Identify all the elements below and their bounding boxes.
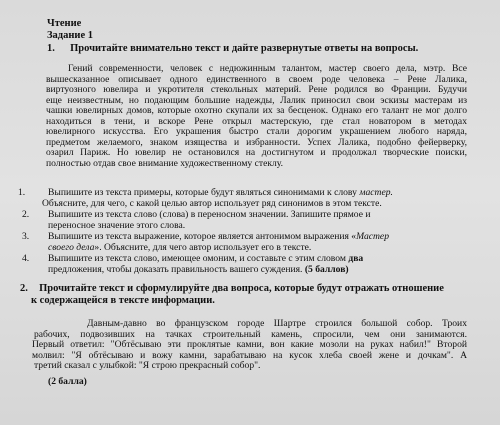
passage-1-line: вышесказанное описывает одного единственного в своем роде человека – Рене Лалика,: [46, 73, 467, 85]
section-title: Чтение: [47, 18, 82, 29]
task-text: Выпишите из текста примеры, которые будут являться синонимами к слову: [48, 187, 360, 198]
passage-1-line: полностью отдав свое внимание художественному стеклу.: [46, 157, 284, 169]
task-keyword: своего дела: [48, 242, 95, 253]
passage-1-line: еще неизвестным, но подающим большие надежды, Лалик приносил свои эскизы мастерам из: [46, 94, 467, 106]
task-title: Задание 1: [47, 30, 93, 41]
task-emphasis: два: [348, 253, 364, 264]
task-item: [18, 209, 488, 231]
task-text: Выпишите из текста слово (слова) в переносном значении. Запишите прямое и: [48, 209, 371, 220]
passage-1: [46, 64, 467, 169]
task-item: [18, 231, 488, 253]
passage-1-line: находиться в тени, и вскоре Рене открыл мастерскую, где стал новатором в методах: [46, 115, 467, 127]
passage-1-line: чашки ювелирных домов, которые охотно скупали их за бесценок. Однако его талант не мог долго: [46, 105, 467, 117]
task-number: 3.: [22, 231, 30, 242]
task-keyword: мастер.: [359, 187, 393, 198]
task-item: [18, 187, 488, 209]
task-list: [18, 187, 488, 275]
passage-2-line: Давным-давно во французском городе Шартре строился большой собор. Троих: [87, 318, 467, 329]
task-text: переносное значение этого слова.: [48, 220, 186, 231]
passage-1-line: озарил Париж. Но ювелир не остановился на достигнутом и продолжал творческие поиски,: [46, 147, 467, 159]
passage-1-line: Гений современности, человек с недюжинным талантом, мастер своего дела, мэтр. Все: [68, 63, 467, 74]
question-2-number: 2.: [20, 283, 28, 294]
task-score: (5 баллов): [304, 264, 349, 275]
passage-2-line: Первый ответил: "Обтёсываю эти проклятые камни, вон какие мозоли на руках набил!" Второй: [32, 339, 467, 351]
task-keyword: Мастер: [356, 231, 389, 242]
question-1-text: Прочитайте внимательно текст и дайте развернутые ответы на вопросы.: [70, 43, 419, 54]
passage-2: [32, 319, 467, 372]
task-text: предложения, чтобы доказать правильность вашего суждения.: [48, 264, 305, 275]
task-text: Выпишите из текста слово, имеющее омоним, и составьте с этим словом: [48, 253, 349, 264]
task-text: Объясните, для чего, с какой целью автор использует ряд синонимов в этом тексте.: [42, 198, 382, 209]
question-1-number: 1.: [47, 43, 55, 54]
passage-2-line: молвил: "Я обтёсываю и вожу камни, зарабатываю на кусок хлеба своей жене и дочкам". А: [32, 349, 467, 361]
question-1: [47, 43, 418, 54]
task-item: [18, 253, 488, 275]
passage-1-line: предметом желаемого, знаком изящества и избранности. Успех Лалика, подобно фейерверку,: [46, 136, 467, 148]
question-2-score: (2 балла): [48, 376, 87, 387]
task-number: 2.: [22, 209, 30, 220]
question-2-continued: к содержащейся в тексте информации.: [31, 295, 215, 306]
question-2-text: Прочитайте текст и сформулируйте два вопроса, которые будут отражать отношение: [39, 283, 444, 294]
task-number: 1.: [18, 187, 26, 198]
task-number: 4.: [22, 253, 30, 264]
question-2: [20, 283, 444, 294]
passage-1-line: ювелирного искусства. Его украшения быстро стали дорогим украшением любого наряда,: [46, 126, 467, 138]
task-text: Выпишите из текста выражение, которое является антонимом выражения «: [48, 231, 357, 242]
passage-1-line: виртуозного ювелира и укротителя стекольных материй. Рене родился во Франции. Будучи: [46, 84, 467, 96]
passage-2-line: третий сказал с улыбкой: "Я строю прекрасный собор".: [34, 360, 261, 372]
passage-2-line: рабочих, подвозивших на тачках строительный камень, спросили, чем они занимаются.: [34, 328, 467, 340]
task-text: ». Объясните, для чего автор использует его в тексте.: [94, 242, 312, 253]
